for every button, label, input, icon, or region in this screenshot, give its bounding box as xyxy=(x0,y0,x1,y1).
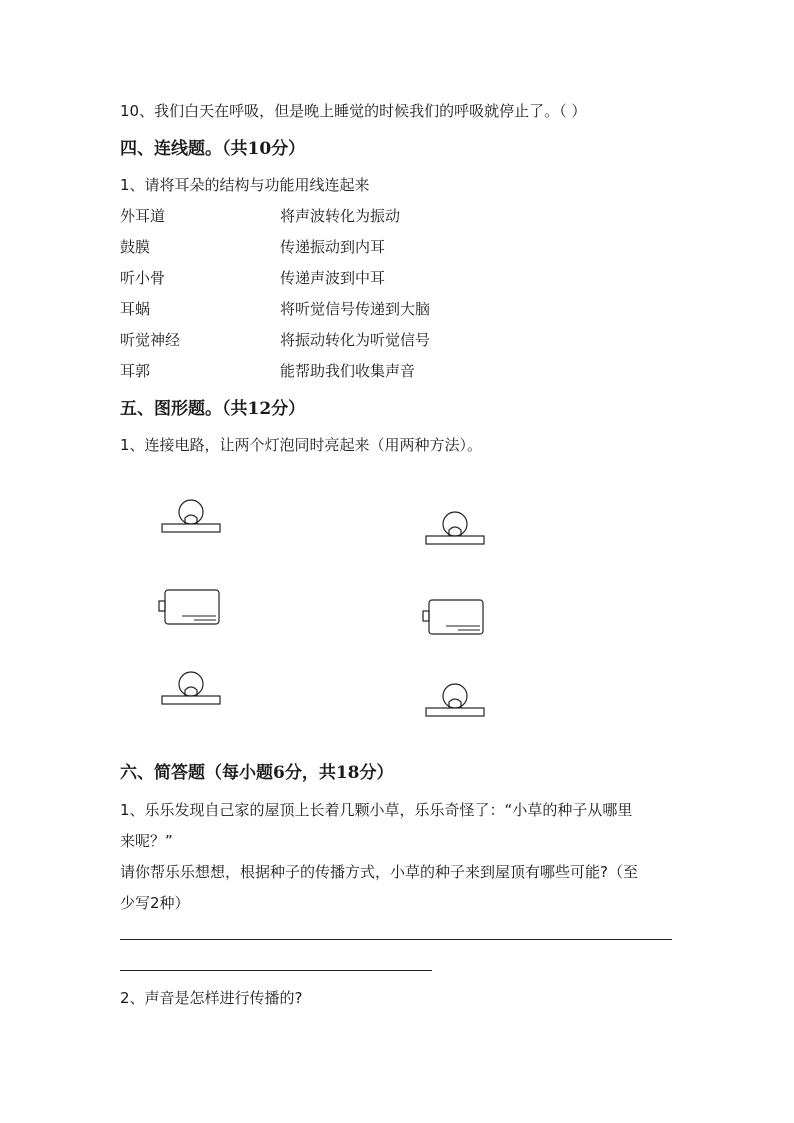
ear-part-5[interactable]: 听觉神经 xyxy=(120,331,181,349)
question-10: 10、我们白天在呼吸，但是晚上睡觉的时候我们的呼吸就停止了。（ ） xyxy=(120,102,587,120)
bulb-bottom-left-icon[interactable] xyxy=(160,668,224,710)
answer-line-1[interactable] xyxy=(120,939,672,940)
bulb-top-left-icon[interactable] xyxy=(160,496,224,538)
section-6-title: 六、简答题（每小题6分，共18分） xyxy=(120,763,394,783)
ear-part-4[interactable]: 耳蜗 xyxy=(120,300,151,318)
section-6-question-1-line-2: 来呢？” xyxy=(120,832,173,850)
section-4-question-1: 1、请将耳朵的结构与功能用线连起来 xyxy=(120,176,370,194)
ear-function-6[interactable]: 能帮助我们收集声音 xyxy=(280,362,416,380)
ear-part-3[interactable]: 听小骨 xyxy=(120,269,166,287)
ear-function-2[interactable]: 传递振动到内耳 xyxy=(280,238,386,256)
ear-function-3[interactable]: 传递声波到中耳 xyxy=(280,269,386,287)
ear-function-1[interactable]: 将声波转化为振动 xyxy=(280,207,401,225)
section-5-question-1: 1、连接电路，让两个灯泡同时亮起来（用两种方法）。 xyxy=(120,436,483,454)
section-6-question-1-line-3: 请你帮乐乐想想，根据种子的传播方式，小草的种子来到屋顶有哪些可能?（至 xyxy=(120,863,638,881)
section-4-title: 四、连线题。（共10分） xyxy=(120,139,306,159)
ear-function-4[interactable]: 将听觉信号传递到大脑 xyxy=(280,300,431,318)
section-5-title: 五、图形题。（共12分） xyxy=(120,399,306,419)
ear-part-6[interactable]: 耳郭 xyxy=(120,362,151,380)
section-6-question-1-line-1: 1、乐乐发现自己家的屋顶上长着几颗小草，乐乐奇怪了：“小草的种子从哪里 xyxy=(120,801,633,819)
ear-function-5[interactable]: 将振动转化为听觉信号 xyxy=(280,331,431,349)
battery-right-icon[interactable] xyxy=(422,598,488,638)
section-6-question-1-line-4: 少写2种） xyxy=(120,894,190,912)
ear-part-2[interactable]: 鼓膜 xyxy=(120,238,151,256)
answer-line-2[interactable] xyxy=(120,970,432,971)
ear-part-1[interactable]: 外耳道 xyxy=(120,207,166,225)
bulb-bottom-right-icon[interactable] xyxy=(424,680,488,722)
battery-left-icon[interactable] xyxy=(158,588,224,628)
bulb-top-right-icon[interactable] xyxy=(424,508,488,550)
section-6-question-2: 2、声音是怎样进行传播的? xyxy=(120,989,303,1007)
